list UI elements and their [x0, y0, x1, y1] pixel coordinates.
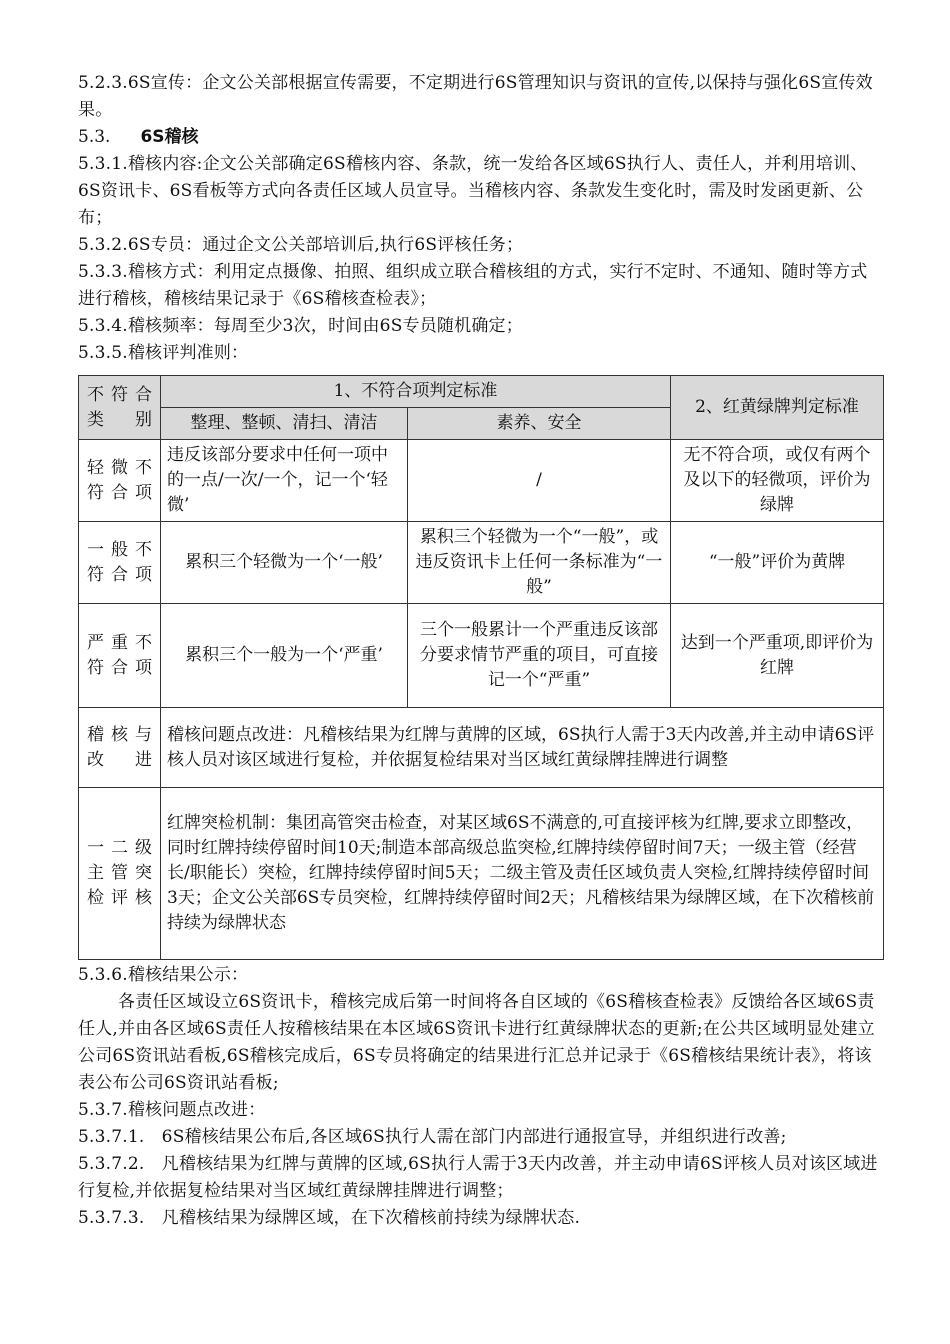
section-number: 5.3. [78, 127, 111, 147]
table-row [79, 604, 884, 708]
table-row [79, 440, 884, 522]
paragraph-5-3-7: 5.3.7.稽核问题点改进： [78, 1100, 266, 1120]
row-cell: 达到一个严重项,即评价为红牌 [671, 604, 884, 708]
row-cell: 红牌突检机制：集团高管突击检查，对某区域6S不满意的,可直接评核为红牌,要求立即整改，同时红牌持续停留时间10天;制造本部高级总监突检,红牌持续停留时间7天；一级主管（经营长/职能长）突检，红牌持续停留时间5天；二级主管及责任区域负责人突检,红牌持续停留时间3天；企文公关部6S专员突检，红牌持续停留时间2天；凡稽核结果为绿牌区域，在下次稽核前持续为绿牌状态 [161, 788, 884, 960]
section-title: 6S稽核 [140, 127, 199, 147]
paragraph-5-3-4: 5.3.4.稽核频率：每周至少3次，时间由6S专员随机确定； [78, 316, 523, 336]
row-cell: “一般”评价为黄牌 [671, 522, 884, 604]
header-group-1: 1、不符合项判定标准 [161, 376, 671, 408]
section-heading-5-3 [78, 124, 883, 151]
paragraph-5-2-3: 5.2.3.6S宣传：企文公关部根据宣传需要，不定期进行6S管理知识与资讯的宣传,以保持与强化6S宣传效果。 [78, 73, 873, 120]
paragraph-5-3-6-body: 各责任区域设立6S资讯卡，稽核完成后第一时间将各自区域的《6S稽核查检表》反馈给各区域6S责任人,并由各区域6S责任人按稽核结果在本区域6S资讯卡进行红黄绿牌状态的更新;在公共区域明显处建立公司6S资讯站看板,6S稽核完成后，6S专员将确定的结果进行汇总并记录于《6S稽核结果统计表》，将该表公布公司6S资讯站看板; [78, 992, 875, 1093]
row-cell: 累积三个一般为一个‘严重’ [161, 604, 408, 708]
row-category: 轻微不符合项 [79, 440, 161, 522]
row-cell: 三个一般累计一个严重违反该部分要求情节严重的项目，可直接记一个“严重” [408, 604, 671, 708]
table-header-row [79, 376, 884, 408]
row-cell: / [408, 440, 671, 522]
table-row-spot-check [79, 788, 884, 960]
paragraph-5-3-7-1: 5.3.7.1. 6S稽核结果公布后,各区域6S执行人需在部门内部进行通报宣导，并组织进行改善; [78, 1127, 787, 1147]
row-cell: 稽核问题点改进：凡稽核结果为红牌与黄牌的区域，6S执行人需于3天内改善,并主动申请6S评核人员对该区域进行复检，并依据复检结果对当区域红黄绿牌挂牌进行调整 [161, 708, 884, 788]
subheader-2: 素养、安全 [408, 408, 671, 440]
paragraph-5-3-6-title: 5.3.6.稽核结果公示： [78, 965, 249, 985]
paragraph-5-3-3: 5.3.3.稽核方式：利用定点摄像、拍照、组织成立联合稽核组的方式，实行不定时、不通知、随时等方式进行稽核，稽核结果记录于《6S稽核查检表》； [78, 262, 868, 309]
row-cell: 累积三个轻微为一个‘一般’ [161, 522, 408, 604]
row-cell: 无不符合项，或仅有两个及以下的轻微项，评价为绿牌 [671, 440, 884, 522]
subheader-1: 整理、整顿、清扫、清洁 [161, 408, 408, 440]
paragraph-5-3-5: 5.3.5.稽核评判准则： [78, 343, 249, 363]
paragraph-5-3-2: 5.3.2.6S专员：通过企文公关部培训后,执行6S评核任务； [78, 235, 524, 255]
row-category: 严重不符合项 [79, 604, 161, 708]
paragraph-5-3-7-2: 5.3.7.2. 凡稽核结果为红牌与黄牌的区域,6S执行人需于3天内改善，并主动申请6S评核人员对该区域进行复检,并依据复检结果对当区域红黄绿牌挂牌进行调整； [78, 1154, 878, 1201]
header-group-2: 2、红黄绿牌判定标准 [671, 376, 884, 440]
document-page [78, 70, 883, 1232]
header-category: 不符合类别 [79, 376, 161, 440]
row-category: 一二级主管突检评核 [79, 788, 161, 960]
paragraph-5-3-7-3: 5.3.7.3. 凡稽核结果为绿牌区域，在下次稽核前持续为绿牌状态. [78, 1208, 581, 1228]
table-row [79, 522, 884, 604]
criteria-table [78, 375, 884, 960]
table-row-improve [79, 708, 884, 788]
row-cell: 累积三个轻微为一个“一般”，或违反资讯卡上任何一条标准为“一般” [408, 522, 671, 604]
row-category: 稽核与改进 [79, 708, 161, 788]
row-category: 一般不符合项 [79, 522, 161, 604]
paragraph-5-3-1: 5.3.1.稽核内容:企文公关部确定6S稽核内容、条款，统一发给各区域6S执行人、责任人，并利用培训、6S资讯卡、6S看板等方式向各责任区域人员宣导。当稽核内容、条款发生变化时，需及时发函更新、公布； [78, 154, 868, 228]
row-cell: 违反该部分要求中任何一项中的一点/一次/一个，记一个‘轻微’ [161, 440, 408, 522]
